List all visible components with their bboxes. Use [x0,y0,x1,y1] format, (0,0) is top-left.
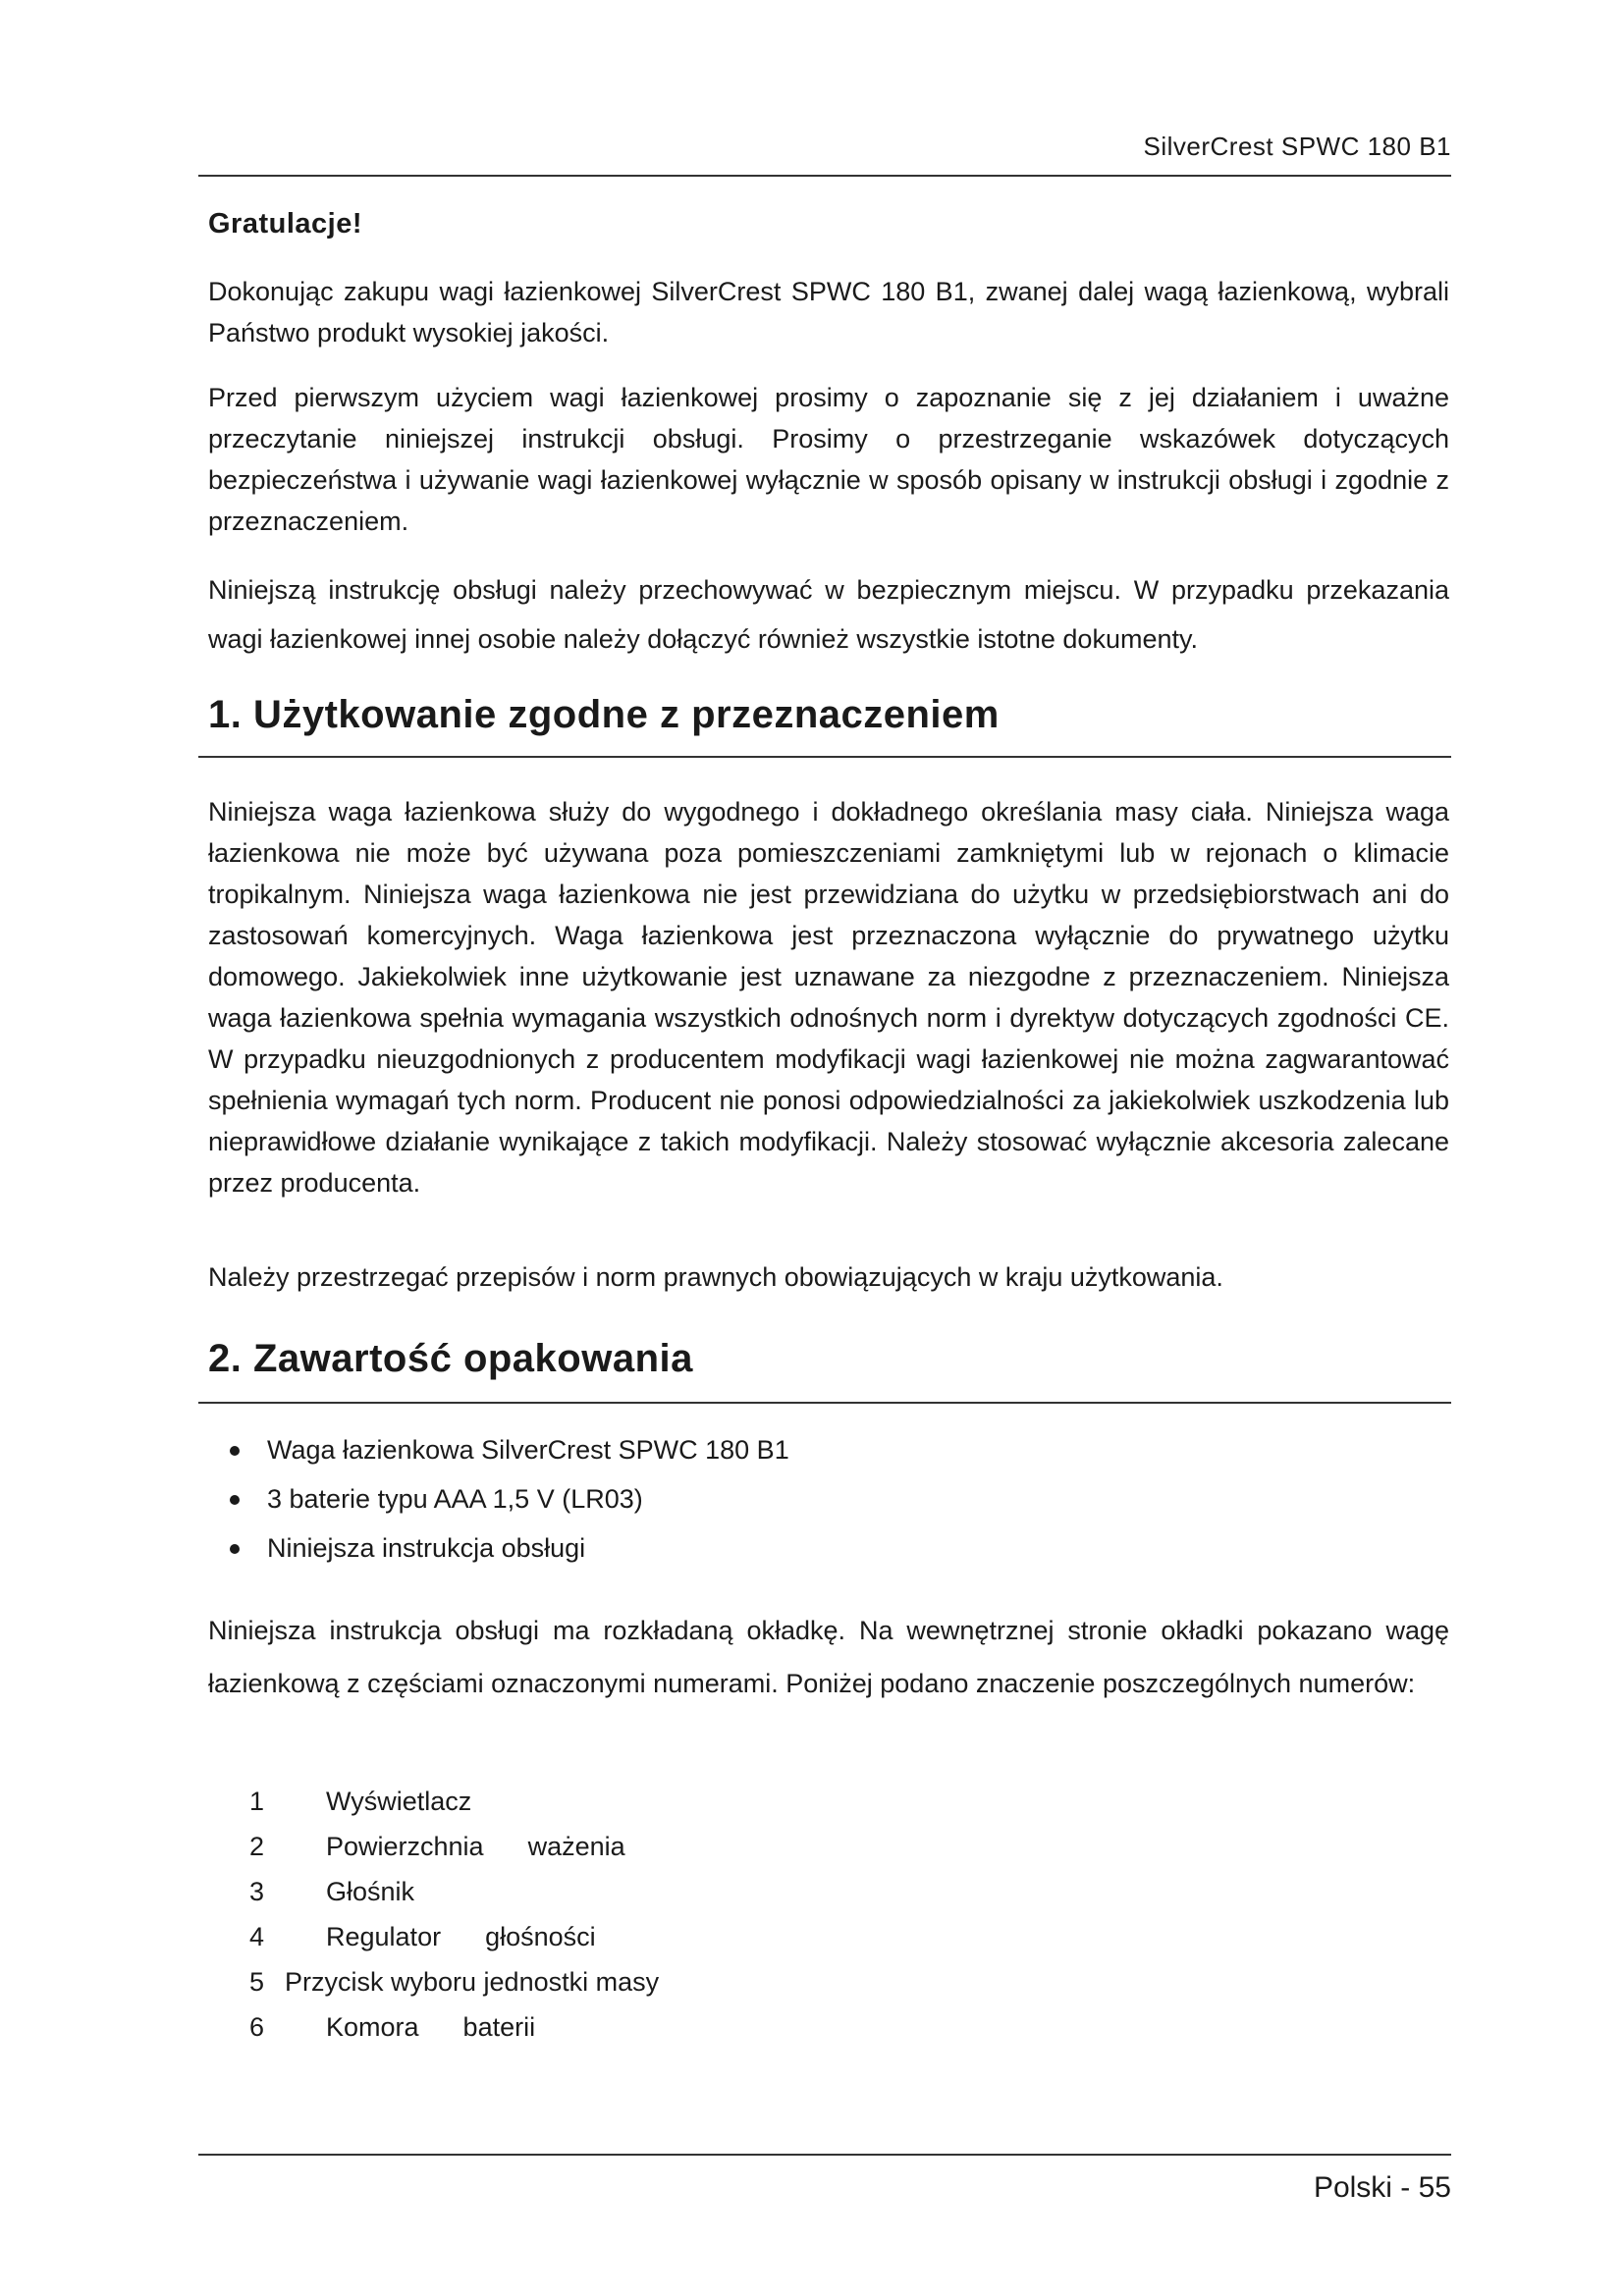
page-number: Polski - 55 [1313,2171,1451,2204]
part-number: 3 [249,1877,265,1906]
section-1-rule [198,756,1451,758]
section-2-title: 2. Zawartość opakowania [208,1337,693,1380]
list-item-text: 3 baterie typu AAA 1,5 V (LR03) [267,1484,643,1514]
part-label: Głośnik [326,1877,415,1906]
part-label: Powierzchnia ważenia [326,1832,625,1861]
intro-paragraph-3: Niniejszą instrukcję obsługi należy przechowywać w bezpiecznym miejscu. W przypadku przekazania wagi łazienkowej innej osobie należy dołączyć również wszystkie istotne dokumenty. [208,575,1449,654]
package-contents-list [224,1425,789,1573]
list-item-text: Niniejsza instrukcja obsługi [267,1533,586,1563]
part-number: 4 [249,1922,265,1951]
intro-title: Gratulacje! [208,208,362,240]
section-1-paragraph-2: Należy przestrzegać przepisów i norm prawnych obowiązujących w kraju użytkowania. [208,1262,1223,1292]
section-2-rule [198,1402,1451,1404]
intro-paragraph-1: Dokonując zakupu wagi łazienkowej SilverCrest SPWC 180 B1, zwanej dalej wagą łazienkową, wybrali Państwo produkt wysokiej jakości. [208,277,1449,347]
bullet-icon [230,1495,240,1505]
part-number: 6 [249,2012,265,2042]
header-rule [198,175,1451,177]
section-1-title: 1. Użytkowanie zgodne z przeznaczeniem [208,693,1000,736]
part-label: Wyświetlacz [326,1787,472,1816]
intro-paragraph-2: Przed pierwszym użyciem wagi łazienkowej prosimy o zapoznanie się z jej działaniem i uważne przeczytanie niniejszej instrukcji obsługi. Prosimy o przestrzeganie wskazówek dotyczących bezpieczeństwa i używanie wagi łazienkowej wyłącznie w sposób opisany w instrukcji obsługi i zgodnie z przeznaczeniem. [208,383,1449,536]
part-number: 1 [249,1787,265,1816]
bullet-icon [230,1446,240,1456]
list-item-text: Waga łazienkowa SilverCrest SPWC 180 B1 [267,1435,789,1465]
footer-rule [198,2154,1451,2156]
list-item [224,1523,789,1573]
header-product-name: SilverCrest SPWC 180 B1 [1143,132,1451,161]
part-number: 5 [249,1967,265,1997]
list-item [224,1425,789,1474]
part-label: Przycisk wyboru jednostki masy [285,1967,660,1997]
section-2-paragraph: Niniejsza instrukcja obsługi ma rozkładaną okładkę. Na wewnętrznej stronie okładki pokazano wagę łazienkową z częściami oznaczonymi numerami. Poniżej podano znaczenie poszczególnych numerów: [208,1616,1449,1698]
section-1-paragraph-1: Niniejsza waga łazienkowa służy do wygodnego i dokładnego określania masy ciała. Niniejsza waga łazienkowa nie może być używana poza pomieszczeniami zamkniętymi lub w rejonach o klimacie tropikalnym. Niniejsza waga łazienkowa nie jest przewidziana do użytku w przedsiębiorstwach ani do zastosowań komercyjnych. Waga łazienkowa jest przeznaczona wyłącznie do prywatnego użytku domowego. Jakiekolwiek inne użytkowanie jest uznawane za niezgodne z przeznaczeniem. Niniejsza waga łazienkowa spełnia wymagania wszystkich odnośnych norm i dyrektyw dotyczących zgodności CE. W przypadku nieuzgodnionych z producentem modyfikacji wagi łazienkowej nie można zagwarantować spełnienia wymagań tych norm. Producent nie ponosi odpowiedzialności za jakiekolwiek uszkodzenia lub nieprawidłowe działanie wynikające z takich modyfikacji. Należy stosować wyłącznie akcesoria zalecane przez producenta. [208,797,1449,1198]
part-number: 2 [249,1832,265,1861]
list-item [224,1474,789,1523]
part-label: Regulator głośności [326,1922,596,1951]
bullet-icon [230,1544,240,1554]
part-label: Komora baterii [326,2012,536,2042]
